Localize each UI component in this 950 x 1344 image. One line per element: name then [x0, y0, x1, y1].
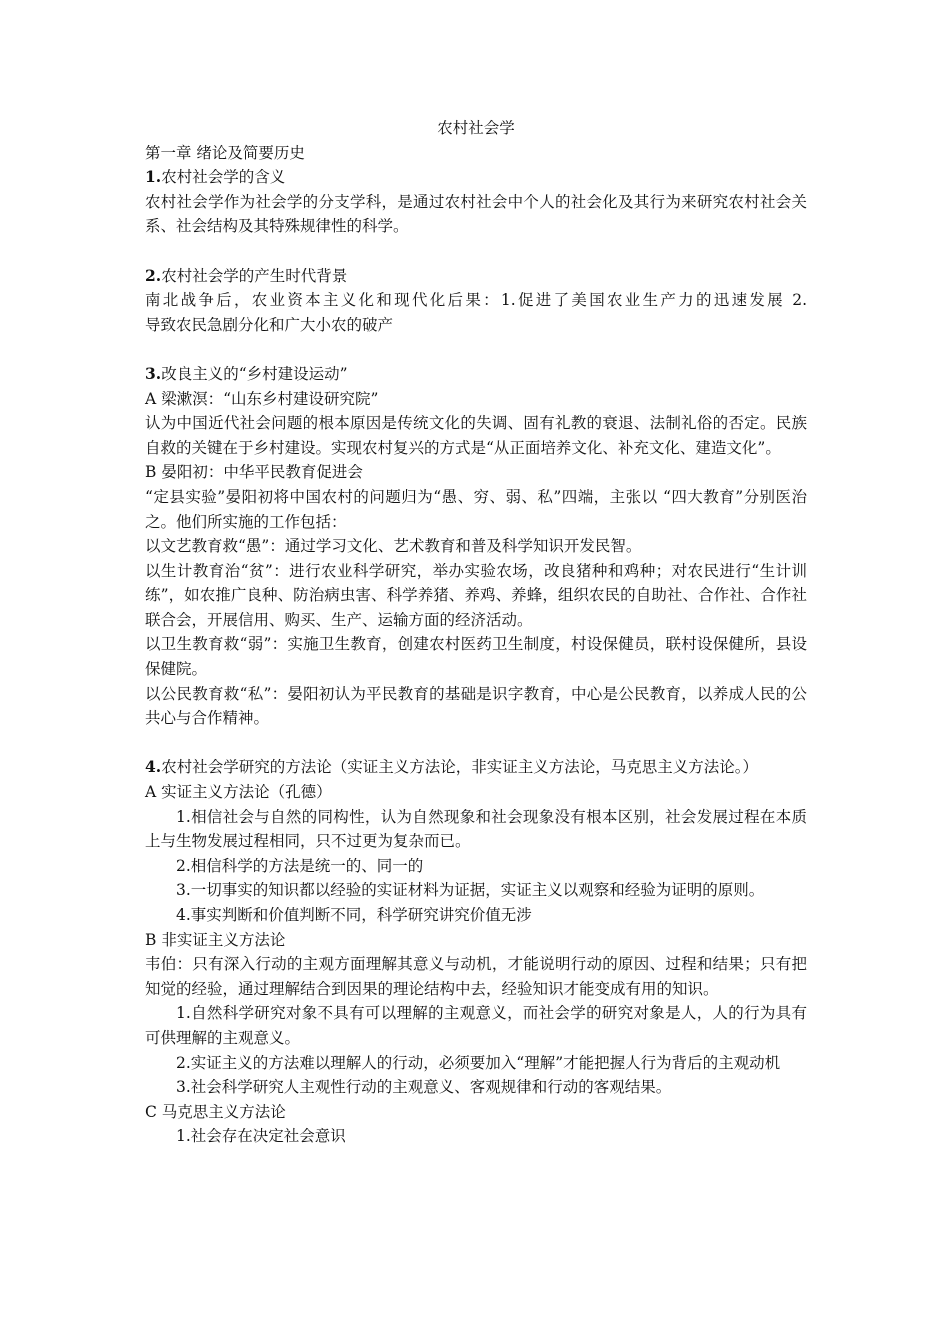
- section-4-heading: [145, 755, 807, 780]
- section-3b-item: 以卫生教育救“弱”：实施卫生教育，创建农村医药卫生制度，村设保健员，联村设保健所，县设保健院。: [145, 635, 807, 679]
- section-3a-body: 认为中国近代社会问题的根本原因是传统文化的失调、固有礼教的衰退、法制礼俗的否定。民族自救的关键在于乡村建设。实现农村复兴的方式是“从正面培养文化、补充文化、建造文化”。: [145, 414, 807, 457]
- section-4a-heading: A 实证主义方法论（孔德）: [145, 783, 332, 802]
- section-1-body: 农村社会学作为社会学的分支学科，是通过农村社会中个人的社会化及其行为来研究农村社会关系、社会结构及其特殊规律性的科学。: [145, 192, 807, 236]
- section-2-body-line-1: [145, 288, 807, 313]
- section-2-number: 2.: [145, 265, 162, 285]
- section-3b-item: 以公民教育救“私”：晏阳初认为平民教育的基础是识字教育，中心是公民教育，以养成人民的公共心与合作精神。: [145, 684, 807, 728]
- section-3-title: 改良主义的“乡村建设运动”: [161, 364, 348, 383]
- section-4a-item: 1.相信社会与自然的同构性，认为自然现象和社会现象没有根本区别，社会发展过程在本质上与生物发展过程相同，只不过更为复杂而已。: [145, 807, 807, 851]
- section-2-body-line-2: 导致农民急剧分化和广大小农的破产: [145, 315, 394, 334]
- section-4b-item: 2.实证主义的方法难以理解人的行动，必须要加入“理解”才能把握人行为背后的主观动机: [176, 1053, 781, 1072]
- section-3-number: 3.: [145, 363, 162, 383]
- section-3b-body: “定县实验”晏阳初将中国农村的问题归为“愚、穷、弱、私”四端，主张以 “四大教育”分别医治之。他们所实施的工作包括：: [145, 487, 807, 531]
- document-title: 农村社会学: [437, 119, 515, 137]
- spacer: [145, 337, 807, 362]
- section-4b-item: 1.自然科学研究对象不具有可以理解的主观意义，而社会学的研究对象是人，人的行为具有可供理解的主观意义。: [145, 1004, 807, 1047]
- document-page: [145, 116, 807, 1149]
- section-4a-item: 3.一切事实的知识都以经验的实证材料为证据，实证主义以观察和经验为证明的原则。: [176, 881, 765, 900]
- section-1-title: 农村社会学的含义: [161, 168, 286, 187]
- chapter-heading: 第一章 绪论及简要历史: [145, 143, 305, 162]
- section-4b-heading: B 非实证主义方法论: [145, 930, 286, 949]
- section-4b-item: 3.社会科学研究人主观性行动的主观意义、客观规律和行动的客观结果。: [176, 1078, 672, 1097]
- section-2-body-text: 南北战争后，农业资本主义化和现代化后果：1.促进了美国农业生产力的迅速发展: [145, 291, 785, 310]
- section-2-body-end: 2.: [792, 291, 807, 310]
- section-4a-item: 4.事实判断和价值判断不同，科学研究讲究价值无涉: [176, 906, 532, 924]
- spacer: [145, 239, 807, 264]
- section-1-heading: [145, 165, 807, 190]
- section-2-title: 农村社会学的产生时代背景: [161, 266, 348, 285]
- section-3b-item: 以文艺教育救“愚”：通过学习文化、艺术教育和普及科学知识开发民智。: [145, 537, 642, 556]
- section-3b-item: 以生计教育治“贫”：进行农业科学研究，举办实验农场，改良猪种和鸡种；对农民进行“生计训练”，如农推广良种、防治病虫害、科学养猪、养鸡、养蜂，组织农民的自助社、合作社、合作社联合会，开展信用、购买、生产、运输方面的经济活动。: [145, 561, 807, 629]
- section-4a-item: 2.相信科学的方法是统一的、同一的: [176, 856, 424, 875]
- section-3-heading: [145, 362, 807, 387]
- section-3b-heading: B 晏阳初：中华平民教育促进会: [145, 463, 363, 482]
- section-4-number: 4.: [145, 757, 162, 777]
- section-2-heading: [145, 264, 807, 289]
- section-4-title: 农村社会学研究的方法论（实证主义方法论，非实证主义方法论，马克思主义方法论。）: [161, 758, 758, 777]
- section-1-number: 1.: [145, 167, 162, 187]
- section-4b-body: 韦伯：只有深入行动的主观方面理解其意义与动机，才能说明行动的原因、过程和结果；只有把知觉的经验，通过理解结合到因果的理论结构中去，经验知识才能变成有用的知识。: [145, 955, 807, 998]
- section-3a-heading: A 梁漱溟：“山东乡村建设研究院”: [145, 389, 379, 408]
- section-4c-item: 1.社会存在决定社会意识: [176, 1127, 346, 1146]
- spacer: [145, 731, 807, 756]
- section-4c-heading: C 马克思主义方法论: [145, 1102, 286, 1121]
